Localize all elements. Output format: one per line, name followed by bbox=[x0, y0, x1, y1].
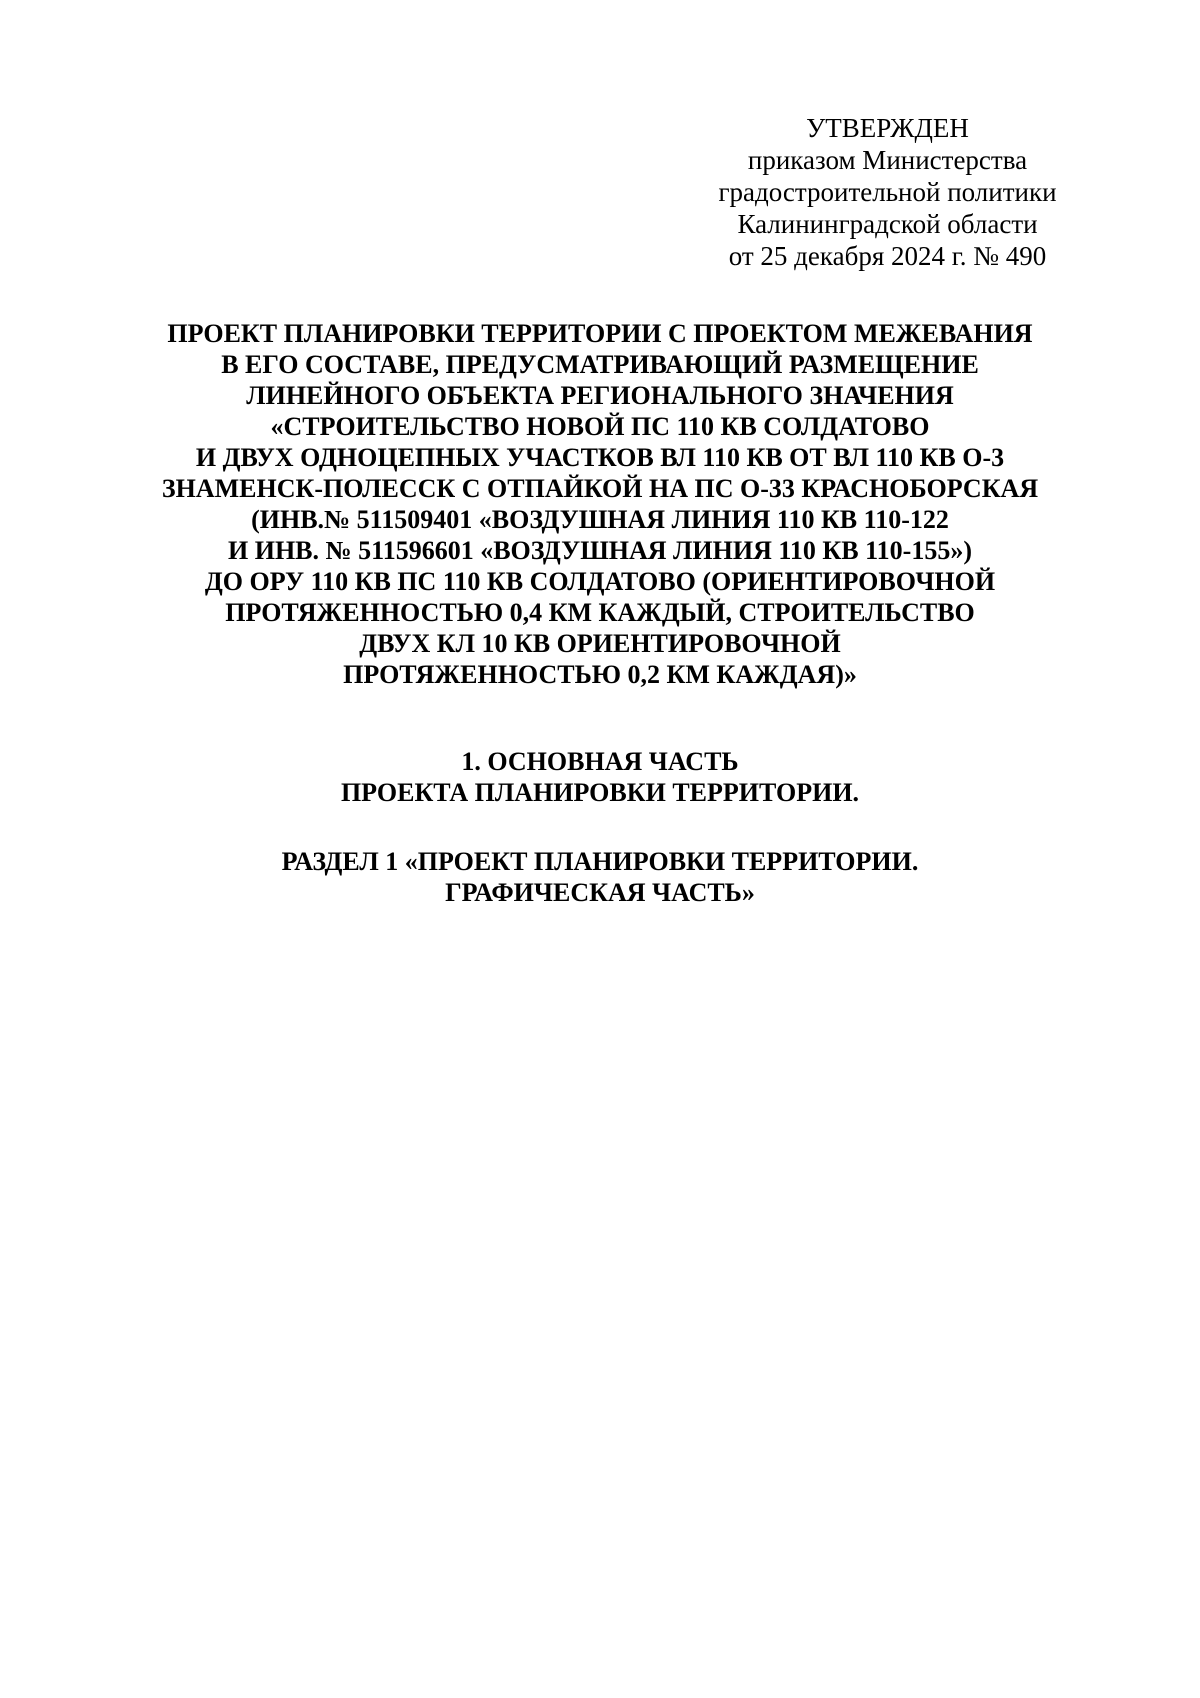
part-heading-line: 1. ОСНОВНАЯ ЧАСТЬ bbox=[461, 747, 739, 776]
section-heading bbox=[60, 846, 1140, 908]
title-line: И ДВУХ ОДНОЦЕПНЫХ УЧАСТКОВ ВЛ 110 КВ ОТ ВЛ 110 КВ О-3 bbox=[195, 443, 1005, 472]
approval-line: приказом Министерства bbox=[747, 145, 1028, 175]
part-heading bbox=[60, 746, 1140, 808]
approval-line: градостроительной политики bbox=[718, 177, 1057, 207]
title-line: И ИНВ. № 511596601 «ВОЗДУШНАЯ ЛИНИЯ 110 КВ 110-155») bbox=[228, 536, 972, 565]
section-heading-line: ГРАФИЧЕСКАЯ ЧАСТЬ» bbox=[445, 878, 755, 907]
title-line: «СТРОИТЕЛЬСТВО НОВОЙ ПС 110 КВ СОЛДАТОВО bbox=[270, 412, 930, 441]
title-line: ЗНАМЕНСК-ПОЛЕССК С ОТПАЙКОЙ НА ПС О-33 КРАСНОБОРСКАЯ bbox=[161, 474, 1039, 503]
section-heading-line: РАЗДЕЛ 1 «ПРОЕКТ ПЛАНИРОВКИ ТЕРРИТОРИИ. bbox=[281, 847, 919, 876]
title-line: ДВУХ КЛ 10 КВ ОРИЕНТИРОВОЧНОЙ bbox=[359, 629, 841, 658]
title-line: (ИНВ.№ 511509401 «ВОЗДУШНАЯ ЛИНИЯ 110 КВ 110-122 bbox=[251, 505, 949, 534]
approval-line: Калининградской области bbox=[737, 209, 1038, 239]
title-line: ДО ОРУ 110 КВ ПС 110 КВ СОЛДАТОВО (ОРИЕНТИРОВОЧНОЙ bbox=[204, 567, 996, 596]
approval-stamp bbox=[680, 112, 1095, 272]
title-line: ПРОЕКТ ПЛАНИРОВКИ ТЕРРИТОРИИ С ПРОЕКТОМ МЕЖЕВАНИЯ bbox=[167, 319, 1033, 348]
part-heading-line: ПРОЕКТА ПЛАНИРОВКИ ТЕРРИТОРИИ. bbox=[340, 778, 860, 807]
title-line: ПРОТЯЖЕННОСТЬЮ 0,2 КМ КАЖДАЯ)» bbox=[343, 660, 857, 689]
approval-line: УТВЕРЖДЕН bbox=[806, 113, 969, 143]
approval-date-line: от 25 декабря 2024 г. № 490 bbox=[728, 241, 1047, 271]
title-line: ПРОТЯЖЕННОСТЬЮ 0,4 КМ КАЖДЫЙ, СТРОИТЕЛЬСТВО bbox=[225, 598, 975, 627]
title-line: В ЕГО СОСТАВЕ, ПРЕДУСМАТРИВАЮЩИЙ РАЗМЕЩЕНИЕ bbox=[221, 350, 979, 379]
document-title bbox=[60, 318, 1140, 690]
title-line: ЛИНЕЙНОГО ОБЪЕКТА РЕГИОНАЛЬНОГО ЗНАЧЕНИЯ bbox=[246, 381, 954, 410]
